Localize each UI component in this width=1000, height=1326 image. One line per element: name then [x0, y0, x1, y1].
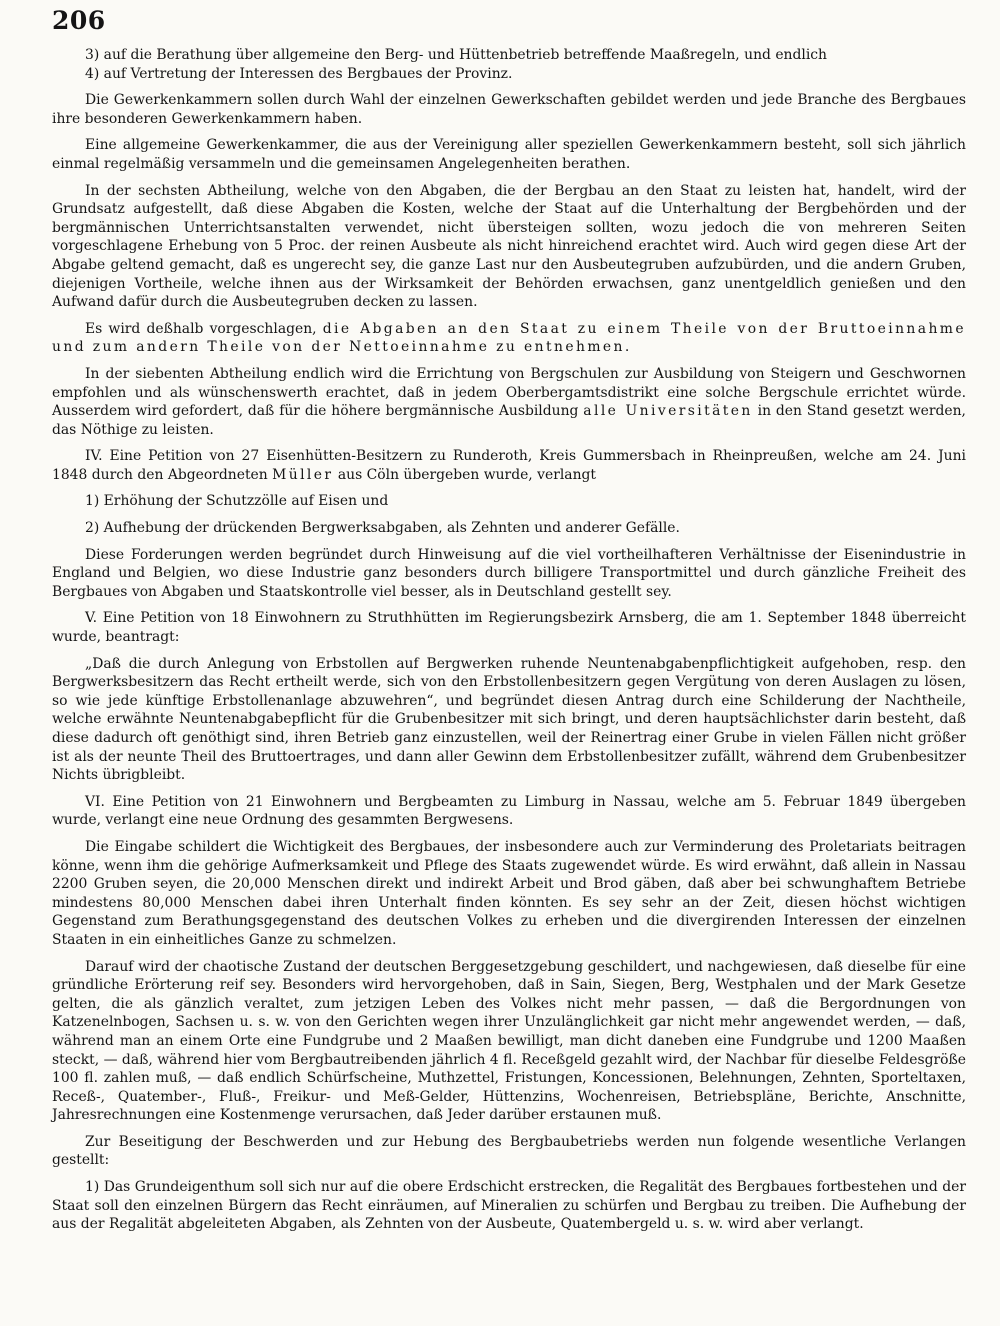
p-eingabe [52, 838, 966, 950]
text-run: 2) Aufhebung der drückenden Bergwerksabgaben, als Zehnten und anderer Gefälle. [85, 520, 680, 537]
text-run: Die Gewerkenkammern sollen durch Wahl der einzelnen Gewerkschaften gebildet werden und jede Branche des Bergbaues ihre besonderen Gewerkenkammern haben. [52, 92, 966, 127]
p-petition-v [52, 609, 966, 646]
text-run: Die Eingabe schildert die Wichtigkeit des Bergbaues, der insbesondere auch zur Verminderung des Proletariats beitragen könne, wenn ihm die gehörige Aufmerksamkeit und Pflege des Staats zugewendet würde. Es wird erwähnt, daß allein in Nassau 2200 Gruben seyen, die 20,000 Menschen direkt und indirekt Arbeit und Brod gäben, daß aber bei schwunghaftem Betriebe mindestens 80,000 Menschen dabei ihren Unterhalt finden könnten. Es sey sehr an der Zeit, diesen höchst wichtigen Gegenstand zum Berathungsgegenstand des deutschen Volkes zu erheben und die divergirenden Interessen der einzelnen Staaten in ein einheitliches Ganze zu schmelzen. [52, 838, 966, 948]
vi-item-1 [52, 1178, 966, 1234]
text-run: 3) auf die Berathung über allgemeine den Berg- und Hüttenbetrieb betreffende Maaßregeln, und endlich [85, 47, 827, 63]
spaced-emphasis: die Abgaben an den Staat zu einem Theile von der Bruttoeinnahme und zum andern Theile von der Nettoeinnahme zu entnehmen. [52, 320, 966, 356]
text-run: 1) Erhöhung der Schutzzölle auf Eisen und [85, 493, 389, 510]
p-gewerkenkammern [52, 91, 966, 128]
text-run: aus Cöln übergeben wurde, verlangt [333, 466, 596, 483]
p-forderungen [52, 546, 966, 602]
text-run: In der siebenten Abtheilung endlich wird die Errichtung von Bergschulen zur Ausbildung von Steigern und Geschwornen empfohlen und als wünschenswerth erachtet, daß in jedem Oberbergamtsdistrikt eine solche Bergschule errichtet würde. Ausserdem wird gefordert, daß für die höhere bergmännische Ausbildung [52, 365, 966, 420]
p-zustand [52, 958, 966, 1125]
spaced-emphasis: Müller [272, 466, 334, 483]
text-run: „Daß die durch Anlegung von Erbstollen auf Bergwerken ruhende Neuntenabgabenpflichtigkeit aufgehoben, resp. den Bergwerksbesitzern das Recht ertheilt werde, sich von den Erbstollenbesitzern gegen Vergütung von deren Auslagen zu lösen, so wie jede künftige Erbstollenanlage abzuwehren“, und begründet diesen Antrag durch eine Schilderung der Nachtheile, welche erwähnte Neuntenabgabepflicht für die Grubenbesitzer mit sich bringt, und deren hauptsächlichster darin besteht, daß diese dadurch oft genöthigt sind, ihren Betrieb ganz einzustellen, weil der Reinertrag einer Grube in vielen Fällen nicht größer ist als der neunte Theil des Bruttoertrages, und dann aller Gewinn dem Erbstollenbesitzer zufällt, während dem Grubenbesitzer Nichts übrigbleibt. [52, 655, 966, 784]
text-run: Eine allgemeine Gewerkenkammer, die aus der Vereinigung aller speziellen Gewerkenkammern besteht, soll sich jährlich einmal regelmäßig versammeln und die gemeinsamen Angelegenheiten berathen. [52, 137, 966, 172]
text-run: in den Stand gesetzt werden, das Nöthige zu leisten. [52, 403, 966, 438]
p-petition-iv [52, 447, 966, 484]
p-siebente-abtheilung [52, 365, 966, 439]
text-run: VI. Eine Petition von 21 Einwohnern und Bergbeamten zu Limburg in Nassau, welche am 5. Februar 1849 übergeben wurde, verlangt eine neue Ordnung des gesammten Bergwesens. [52, 793, 966, 829]
text-run: Diese Forderungen werden begründet durch Hinweisung auf die viel vortheilhafteren Verhältnisse der Eisenindustrie in England und Belgien, wo diese Industrie ganz besonders durch billigere Transportmittel und durch gänzliche Freiheit des Bergbaues von Abgaben und Staatskontrolle viel besser, als in Deutschland gestellt sey. [52, 546, 966, 600]
p-petition-vi [52, 793, 966, 830]
text-run: Zur Beseitigung der Beschwerden und zur Hebung des Bergbaubetriebs werden nun folgende wesentliche Verlangen gestellt: [52, 1133, 966, 1169]
spaced-emphasis: alle Universitäten [583, 403, 753, 420]
item-3 [52, 46, 966, 65]
p-vorschlag [52, 320, 966, 357]
text-run: 1) Das Grundeigenthum soll sich nur auf die obere Erdschicht erstrecken, die Regalität des Bergbaues fortbestehen und der Staat soll den einzelnen Bürgern das Recht einräumen, auf Mineralien zu schürfen und Bergbau zu treiben. Die Aufhebung der aus der Regalität abgeleiteten Abgaben, als Zehnten von der Ausbeute, Quatembergeld u. s. w. wird aber verlangt. [52, 1179, 966, 1233]
text-run: Es wird deßhalb vorgeschlagen, [85, 320, 323, 337]
text-run: V. Eine Petition von 18 Einwohnern zu Struthhütten im Regierungsbezirk Arnsberg, die am 1. September 1848 überreicht wurde, beantragt: [52, 610, 966, 646]
iv-item-2 [52, 519, 966, 538]
iv-item-1 [52, 492, 966, 511]
text-run: IV. Eine Petition von 27 Eisenhütten-Besitzern zu Runderoth, Kreis Gummersbach in Rheinpreußen, welche am 24. Juni 1848 durch den Abgeordneten [52, 448, 966, 483]
text-body [52, 46, 966, 1234]
item-4 [52, 65, 966, 84]
text-run: Darauf wird der chaotische Zustand der deutschen Berggesetzgebung geschildert, und nachgewiesen, daß dieselbe für eine gründliche Erörterung reif sey. Besonders wird hervorgehoben, daß in Sain, Siegen, Berg, Westphalen und der Mark Gesetze gelten, die als gänzlich veraltet, zum jetzigen Leben des Volkes nicht mehr passen, — daß die Bergordnungen von Katzenelnbogen, Sachsen u. s. w. von den Gerichten wegen ihrer Unzulänglichkeit gar nicht mehr angewendet werden, — daß, während man an einem Orte eine Fundgrube und 2 Maaßen bewilligt, man dicht daneben eine Fundgrube und 1200 Maaßen steckt, — daß, während hier vom Bergbautreibenden jährlich 4 fl. Receßgeld gezahlt wird, der Nachbar für dieselbe Feldesgröße 100 fl. zahlen muß, — daß endlich Schürfscheine, Muthzettel, Fristungen, Koncessionen, Belehnungen, Zehnten, Sporteltaxen, Receß-, Quatember-, Fluß-, Freikur- und Meß-Gelder, Hüttenzins, Wochenreisen, Betriebspläne, Berichte, Anschnitte, Jahresrechnungen eine Kostenmenge verursachen, daß Jeder darüber erstaunen muß. [52, 958, 966, 1124]
p-beseitigung [52, 1133, 966, 1170]
text-run: 4) auf Vertretung der Interessen des Bergbaues der Provinz. [85, 65, 513, 82]
text-run: In der sechsten Abtheilung, welche von den Abgaben, die der Bergbau an den Staat zu leisten hat, handelt, wird der Grundsatz aufgestellt, daß diese Abgaben die Kosten, welche der Staat auf die Unterhaltung der Bergbehörden und der bergmännischen Unterrichtsanstalten verwendet, nicht übersteigen sollten, wozu jedoch die von mehreren Seiten vorgeschlagene Erhebung von 5 Proc. der reinen Ausbeute als nicht hinreichend erachtet wird. Auch wird gegen diese Art der Abgabe geltend gemacht, daß es ungerecht sey, die ganze Last nur den Ausbeutegruben aufzubürden, und die andern Gruben, diejenigen Vortheile, welche ihnen aus der Wirksamkeit der Behörden erwachsen, ganz unentgeldlich genießen und den Aufwand dafür durch die Ausbeutegruben decken zu lassen. [52, 182, 966, 311]
p-v-zitat [52, 655, 966, 785]
page-number: 206 [52, 6, 106, 35]
p-sechste-abtheilung [52, 182, 966, 312]
p-allgemeine-kammer [52, 136, 966, 173]
